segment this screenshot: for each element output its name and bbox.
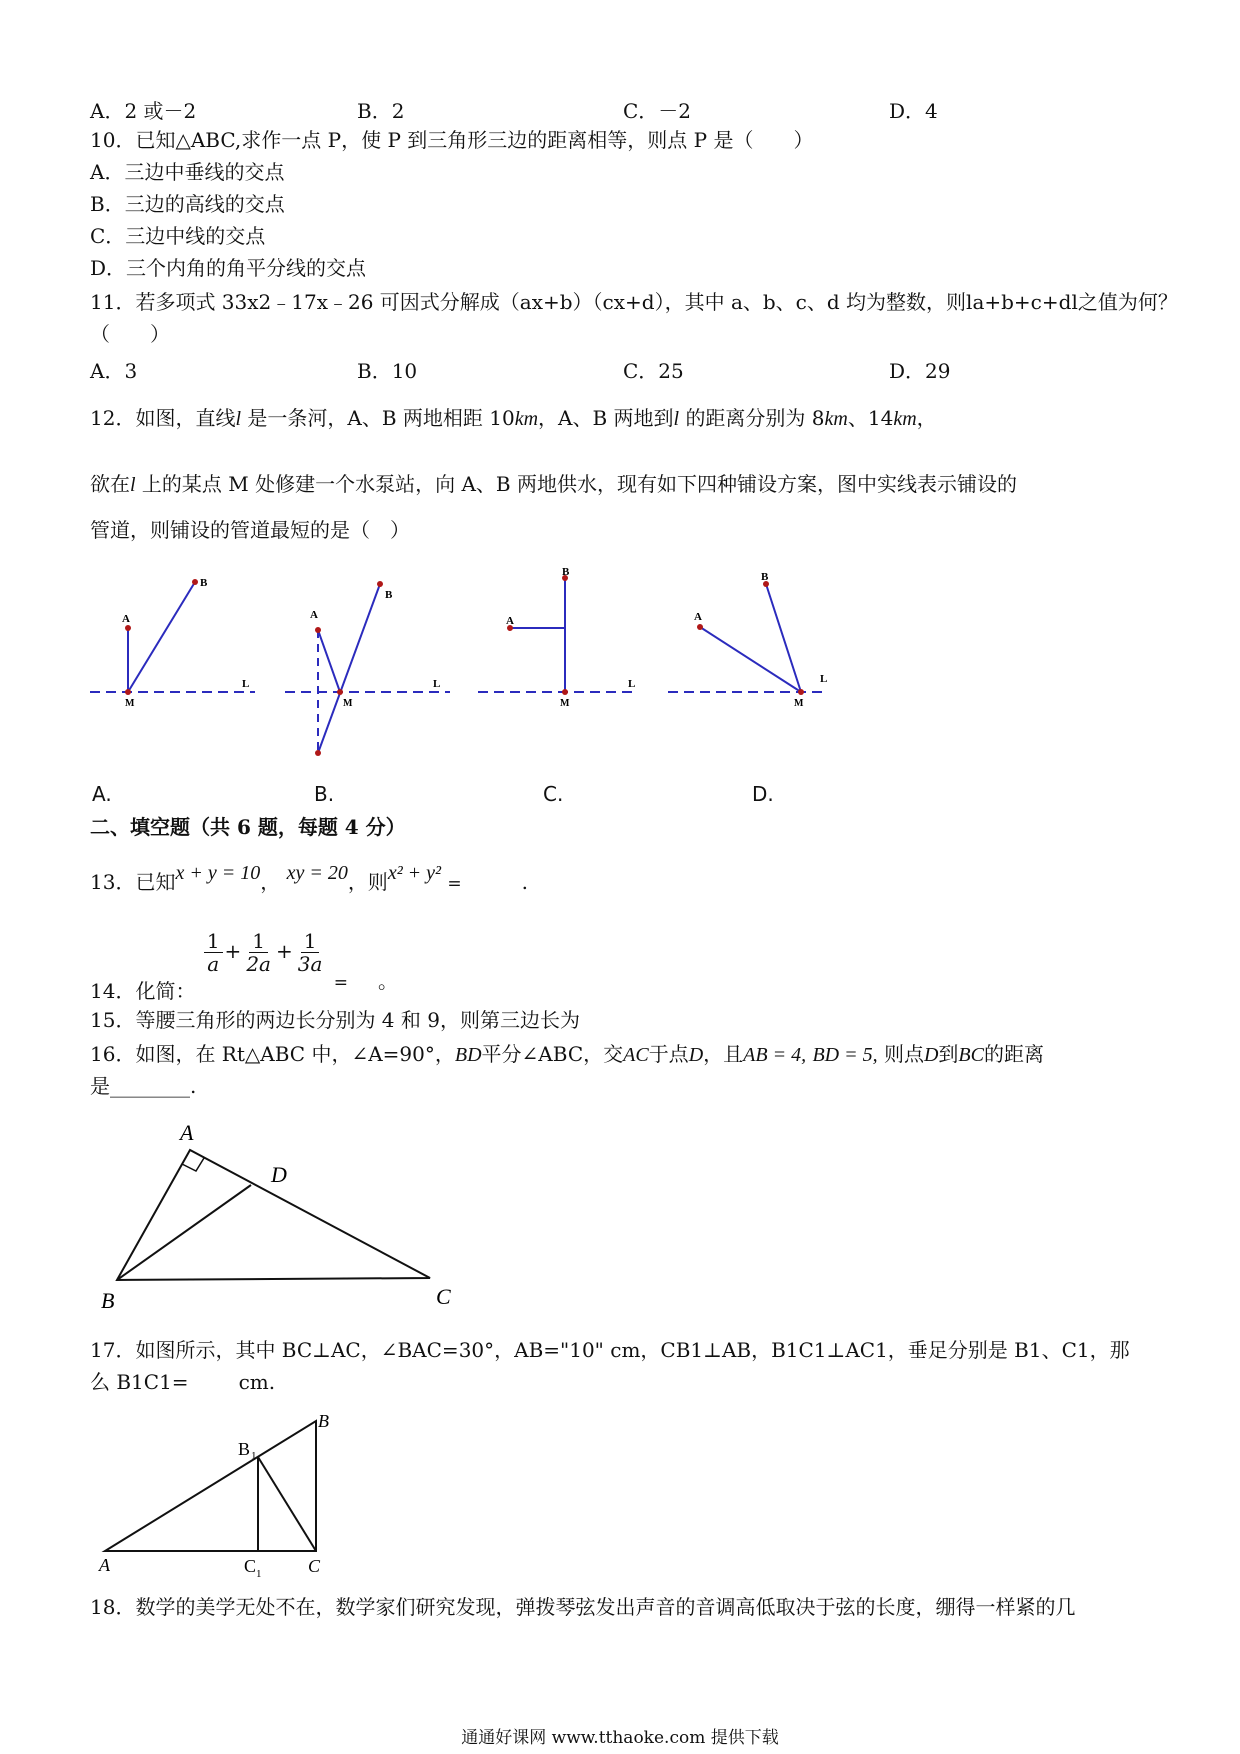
q17-line1: 17．如图所示，其中 BC⊥AC，∠BAC=30°，AB="10" cm，CB1⊥AB，B1C1⊥AC1，垂足分别是 B1、C1，那 [90,1338,1130,1362]
vertex-label-c: C [436,1284,451,1309]
q10-option-b: B．三边的高线的交点 [90,192,285,216]
l-symbol: l [673,408,680,430]
q9-option-a: A．2 或－2 [90,99,197,123]
q10-option-d: D．三个内角的角平分线的交点 [90,256,367,280]
q13: 13．已知x + y = 10， xy = 20，则x² + y² = . [90,862,529,894]
vertex-label-a: A [180,1120,194,1145]
point-label-m: M [125,698,135,709]
fraction-1-over-2a: $\frac{1}{2a}$ [246,929,271,976]
l-symbol: l [235,408,242,430]
fraction-1-over-a: $\frac{1}{a}$ [204,930,223,975]
q13-eq2: xy = 20 [286,862,348,884]
q9-option-b: B．2 [357,99,405,123]
km-unit: km [824,408,848,430]
line-label-l: L [820,673,828,685]
point-label-b: B [562,566,570,578]
vertex-label-b: B [318,1411,329,1431]
point-label-a: A [310,609,318,621]
svg-text:1: 1 [256,1568,262,1580]
line-label-l: L [433,678,441,690]
q11-option-d: D．29 [889,359,951,383]
point-label-a: A [506,615,514,627]
point-label-b: B [385,589,393,601]
km-unit: km [514,408,539,430]
point-label-m: M [794,698,804,709]
q12-figure-c [478,568,648,708]
point-label-m: M [343,698,353,709]
point-label-a: A [122,613,130,625]
point-label-b: B [761,571,769,583]
vertex-label-b: B [101,1288,115,1313]
section-heading: 二、填空题（共 6 题，每题 4 分） [90,815,406,839]
vertex-label-c1: C [244,1556,257,1576]
q14: 14．化简： $\frac{1}{a}$ + $\frac{1}{2a}$ + $\frac{1}{3a}$ $_=$ 。 [90,929,398,1003]
q11-paren: （ ） [90,322,170,346]
fraction-1-over-3a: $\frac{1}{3a}$ [297,929,323,976]
vertex-label-b1: B [238,1439,251,1459]
line-label-l: L [242,678,250,690]
q9-option-d: D．4 [889,99,938,123]
km-unit: km [893,408,917,430]
q10-option-c: C．三边中线的交点 [90,224,266,248]
vertex-label-a: A [99,1555,110,1575]
q12-figure-b [285,570,455,760]
line-label-l: L [628,678,636,690]
q11-option-a: A．3 [90,359,138,383]
q11-option-b: B．10 [357,359,418,383]
point-label-a: A [694,611,702,623]
q12-figure-d [668,570,838,710]
l-symbol: l [130,474,136,496]
q9-option-c: C．－2 [623,99,692,123]
q17-triangle-figure [90,1405,350,1580]
q10-stem: 10．已知△ABC,求作一点 P，使 P 到三角形三边的距离相等，则点 P 是（ ） [90,128,814,152]
q13-eq1: x + y = 10 [175,862,261,884]
page-footer: 通通好课网 www.tthaoke.com 提供下载 [461,1728,779,1748]
q12-line3: 管道，则铺设的管道最短的是（ ） [90,518,410,542]
q12-caption-b: B. [314,782,335,806]
q16-line2: 是________. [90,1074,197,1098]
svg-text:1: 1 [251,1450,257,1462]
q16-triangle-figure [90,1118,470,1318]
q16-line1: 16．如图，在 Rt△ABC 中，∠A=90°，BD平分∠ABC，交AC于点D，且AB = 4, BD = 5, 则点D到BC的距离 [90,1042,1044,1066]
point-label-m: M [560,698,570,709]
q11-stem: 11．若多项式 33x2﹣17x﹣26 可因式分解成（ax+b）（cx+d），其中 a、b、c、d 均为整数，则la+b+c+dl之值为何？ [90,290,1178,314]
q12-caption-a: A. [92,782,112,806]
q11-option-c: C．25 [623,359,684,383]
q12-line1: 12．如图，直线l 是一条河，A、B 两地相距 10km，A、B 两地到l 的距离分别为 8km、14km， [90,406,937,430]
q18: 18．数学的美学无处不在，数学家们研究发现，弹拨琴弦发出声音的音调高低取决于弦的长度，绷得一样紧的几 [90,1595,1076,1619]
q12-caption-d: D. [752,782,774,806]
q12-caption-c: C. [543,782,564,806]
q12-line2: 欲在l 上的某点 M 处修建一个水泵站，向 A、B 两地供水，现有如下四种铺设方案，图中实线表示铺设的 [90,472,1017,496]
q17-line2: 么 B1C1= cm. [90,1370,276,1394]
q15: 15．等腰三角形的两边长分别为 4 和 9，则第三边长为 [90,1008,580,1032]
point-label-b: B [200,577,208,589]
q13-eq3: x² + y² [387,862,442,884]
q12-figure-a [90,570,260,710]
q10-option-a: A．三边中垂线的交点 [90,160,285,184]
vertex-label-c: C [308,1556,321,1576]
vertex-label-d: D [271,1162,287,1187]
